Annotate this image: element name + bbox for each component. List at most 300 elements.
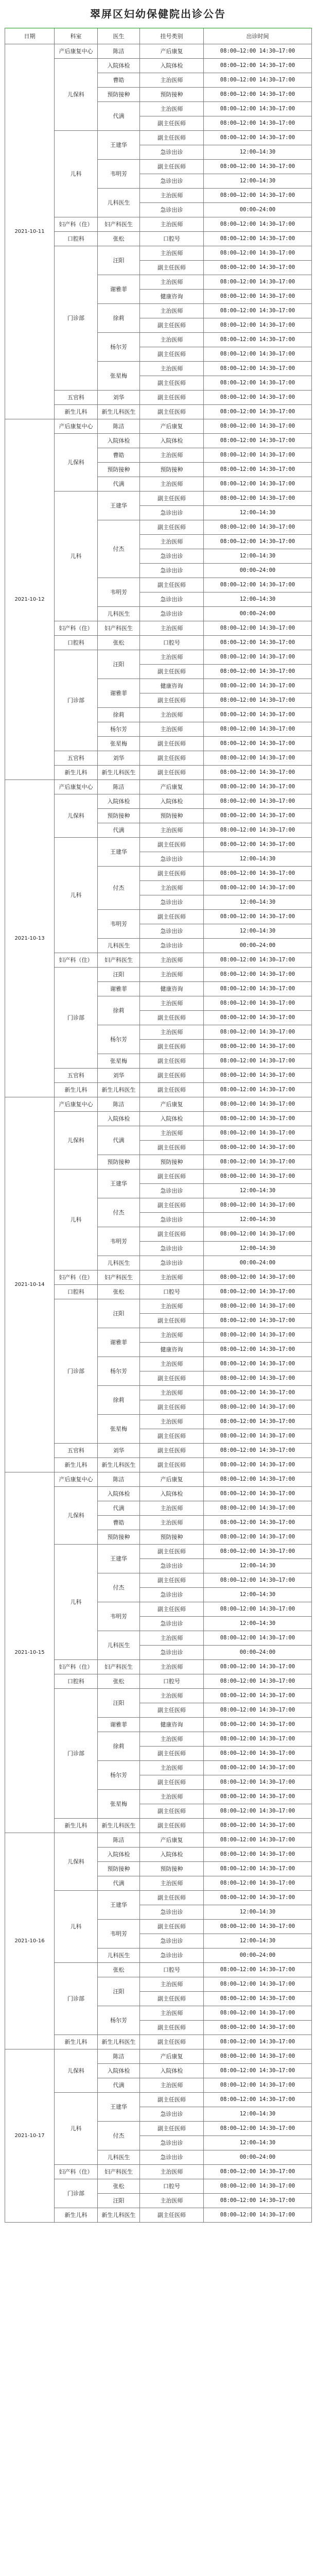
department-cell: 儿科 [55,1545,98,1660]
table-row [5,44,312,59]
clinic-hours-cell: 08:00—12:00 14:30—17:00 [204,347,312,362]
registration-type-cell: 产后康复 [140,419,204,434]
registration-type-cell: 副主任医师 [140,1040,204,1054]
table-header-row [5,28,312,44]
clinic-hours-cell: 08:00—12:00 14:30—17:00 [204,2194,312,2208]
registration-type-cell: 健康咨询 [140,982,204,996]
registration-type-cell: 副主任医师 [140,2208,204,2223]
department-cell: 儿保科 [55,59,98,131]
doctor-cell: 预防接种 [98,88,140,102]
registration-type-cell: 副主任医师 [140,1083,204,1097]
registration-type-cell: 急诊出诊 [140,1213,204,1227]
doctor-cell: 妇产科医生 [98,2165,140,2179]
doctor-cell: 张松 [98,636,140,650]
department-cell: 口腔科 [55,232,98,246]
clinic-hours-cell: 08:00—12:00 14:30—17:00 [204,44,312,59]
clinic-hours-cell: 08:00—12:00 14:30—17:00 [204,809,312,823]
clinic-hours-cell: 08:00—12:00 14:30—17:00 [204,1458,312,1472]
clinic-hours-cell: 08:00—12:00 14:30—17:00 [204,217,312,232]
clinic-hours-cell: 08:00—12:00 14:30—17:00 [204,1040,312,1054]
doctor-cell: 张星梅 [98,737,140,751]
doctor-cell: 儿科医生 [98,939,140,953]
header-department: 科室 [55,28,98,44]
doctor-cell: 王建华 [98,1891,140,1920]
registration-type-cell: 急诊出诊 [140,592,204,607]
registration-type-cell: 副主任医师 [140,1819,204,1833]
clinic-hours-cell: 08:00—12:00 14:30—17:00 [204,953,312,968]
clinic-hours-cell: 08:00—12:00 14:30—17:00 [204,1371,312,1386]
registration-type-cell: 急诊出诊 [140,1256,204,1270]
doctor-cell: 徐莉 [98,996,140,1025]
clinic-hours-cell: 08:00—12:00 14:30—17:00 [204,1357,312,1371]
department-cell: 儿保科 [55,1112,98,1170]
doctor-cell: 妇产科医生 [98,1660,140,1674]
clinic-hours-cell: 08:00—12:00 14:30—17:00 [204,1602,312,1617]
department-cell: 门诊部 [55,650,98,751]
department-cell: 产后康复中心 [55,44,98,59]
clinic-hours-cell: 08:00—12:00 14:30—17:00 [204,1025,312,1040]
clinic-hours-cell: 08:00—12:00 14:30—17:00 [204,102,312,116]
registration-type-cell: 急诊出诊 [140,852,204,867]
clinic-hours-cell: 08:00—12:00 14:30—17:00 [204,2122,312,2136]
registration-type-cell: 预防接种 [140,88,204,102]
department-cell: 门诊部 [55,1689,98,1819]
clinic-hours-cell: 12:00—14:30 [204,1905,312,1920]
doctor-cell: 预防接种 [98,809,140,823]
clinic-hours-cell: 08:00—12:00 14:30—17:00 [204,1328,312,1343]
clinic-hours-cell: 08:00—12:00 14:30—17:00 [204,1487,312,1501]
registration-type-cell: 副主任医师 [140,2093,204,2107]
registration-type-cell: 入院体检 [140,434,204,448]
registration-type-cell: 副主任医师 [140,1804,204,1819]
clinic-hours-cell: 12:00—14:30 [204,145,312,160]
clinic-hours-cell: 08:00—12:00 14:30—17:00 [204,131,312,145]
clinic-hours-cell: 00:00—24:00 [204,203,312,217]
registration-type-cell: 主治医师 [140,1790,204,1804]
doctor-cell: 预防接种 [98,1155,140,1170]
clinic-hours-cell: 08:00—12:00 14:30—17:00 [204,463,312,477]
header-clinic-hours: 出诊时间 [204,28,312,44]
clinic-hours-cell: 08:00—12:00 14:30—17:00 [204,1530,312,1545]
doctor-cell: 妇产科医生 [98,1270,140,1285]
department-cell: 妇产科（住） [55,621,98,636]
registration-type-cell: 急诊出诊 [140,174,204,189]
department-cell: 五官科 [55,1069,98,1083]
department-cell: 产后康复中心 [55,419,98,434]
registration-type-cell: 主治医师 [140,650,204,665]
clinic-hours-cell: 08:00—12:00 14:30—17:00 [204,1054,312,1069]
clinic-hours-cell: 08:00—12:00 14:30—17:00 [204,1790,312,1804]
clinic-hours-cell: 08:00—12:00 14:30—17:00 [204,1862,312,1876]
clinic-hours-cell: 08:00—12:00 14:30—17:00 [204,1819,312,1833]
department-cell: 门诊部 [55,968,98,1069]
doctor-cell: 王建华 [98,492,140,520]
clinic-hours-cell: 08:00—12:00 14:30—17:00 [204,2049,312,2064]
registration-type-cell: 预防接种 [140,809,204,823]
doctor-cell: 新生儿科医生 [98,1083,140,1097]
doctor-cell: 刘华 [98,1069,140,1083]
registration-type-cell: 主治医师 [140,722,204,737]
registration-type-cell: 副主任医师 [140,1545,204,1559]
clinic-hours-cell: 00:00—24:00 [204,1948,312,1963]
clinic-hours-cell: 08:00—12:00 14:30—17:00 [204,665,312,679]
clinic-hours-cell: 08:00—12:00 14:30—17:00 [204,419,312,434]
registration-type-cell: 主治医师 [140,2078,204,2093]
table-row [5,780,312,794]
header-doctor: 医生 [98,28,140,44]
clinic-hours-cell: 08:00—12:00 14:30—17:00 [204,492,312,506]
department-cell: 新生儿科 [55,2035,98,2049]
doctor-cell: 新生儿科医生 [98,2208,140,2223]
doctor-cell: 汪阳 [98,2194,140,2208]
registration-type-cell: 入院体检 [140,59,204,73]
clinic-hours-cell: 08:00—12:00 14:30—17:00 [204,968,312,982]
doctor-cell: 张松 [98,232,140,246]
schedule-body [5,44,312,2223]
clinic-hours-cell: 08:00—12:00 14:30—17:00 [204,2006,312,2021]
doctor-cell: 韦明芳 [98,578,140,607]
department-cell: 儿保科 [55,794,98,838]
registration-type-cell: 副主任医师 [140,838,204,852]
clinic-hours-cell: 12:00—14:30 [204,2107,312,2122]
registration-type-cell: 副主任医师 [140,1429,204,1444]
registration-type-cell: 主治医师 [140,968,204,982]
registration-type-cell: 急诊出诊 [140,607,204,621]
registration-type-cell: 副主任医师 [140,2021,204,2035]
table-row [5,1097,312,1112]
clinic-hours-cell: 08:00—12:00 14:30—17:00 [204,708,312,722]
clinic-hours-cell: 08:00—12:00 14:30—17:00 [204,1343,312,1357]
date-cell: 2021-10-17 [5,2049,55,2223]
department-cell: 妇产科（住） [55,1660,98,1674]
registration-type-cell: 主治医师 [140,333,204,347]
date-cell: 2021-10-11 [5,44,55,419]
registration-type-cell: 主治医师 [140,362,204,376]
doctor-cell: 王建华 [98,131,140,160]
doctor-cell: 张松 [98,1285,140,1299]
clinic-hours-cell: 08:00—12:00 14:30—17:00 [204,1011,312,1025]
clinic-hours-cell: 08:00—12:00 14:30—17:00 [204,1429,312,1444]
clinic-hours-cell: 08:00—12:00 14:30—17:00 [204,1126,312,1141]
registration-type-cell: 副主任医师 [140,1920,204,1934]
doctor-cell: 新生儿科医生 [98,1819,140,1833]
department-cell: 新生儿科 [55,405,98,419]
clinic-hours-cell: 08:00—12:00 14:30—17:00 [204,1069,312,1083]
doctor-cell: 代满 [98,2078,140,2093]
doctor-cell: 代满 [98,823,140,838]
registration-type-cell: 预防接种 [140,1862,204,1876]
department-cell: 儿科 [55,838,98,953]
clinic-hours-cell: 08:00—12:00 14:30—17:00 [204,2035,312,2049]
registration-type-cell: 主治医师 [140,1126,204,1141]
clinic-hours-cell: 08:00—12:00 14:30—17:00 [204,333,312,347]
registration-type-cell: 副主任医师 [140,1992,204,2006]
clinic-hours-cell: 08:00—12:00 14:30—17:00 [204,2208,312,2223]
registration-type-cell: 主治医师 [140,1689,204,1703]
date-cell: 2021-10-14 [5,1097,55,1472]
clinic-hours-cell: 08:00—12:00 14:30—17:00 [204,1992,312,2006]
doctor-cell: 汪阳 [98,1977,140,2006]
department-cell: 五官科 [55,751,98,766]
registration-type-cell: 主治医师 [140,102,204,116]
doctor-cell: 王建华 [98,838,140,867]
doctor-cell: 妇产科医生 [98,621,140,636]
doctor-cell: 入院体检 [98,59,140,73]
clinic-schedule-table [5,28,312,2223]
doctor-cell: 入院体检 [98,1112,140,1126]
department-cell: 口腔科 [55,1674,98,1689]
registration-type-cell: 主治医师 [140,1732,204,1747]
registration-type-cell: 急诊出诊 [140,2107,204,2122]
registration-type-cell: 健康咨询 [140,290,204,304]
registration-type-cell: 急诊出诊 [140,564,204,578]
clinic-hours-cell: 08:00—12:00 14:30—17:00 [204,1775,312,1790]
clinic-hours-cell: 08:00—12:00 14:30—17:00 [204,1285,312,1299]
registration-type-cell: 主治医师 [140,2194,204,2208]
department-cell: 新生儿科 [55,1819,98,1833]
clinic-hours-cell: 08:00—12:00 14:30—17:00 [204,823,312,838]
doctor-cell: 预防接种 [98,463,140,477]
registration-type-cell: 副主任医师 [140,1400,204,1415]
registration-type-cell: 副主任医师 [140,1444,204,1458]
doctor-cell: 儿科医生 [98,189,140,217]
clinic-hours-cell: 08:00—12:00 14:30—17:00 [204,160,312,174]
doctor-cell: 新生儿科医生 [98,2035,140,2049]
doctor-cell: 刘华 [98,751,140,766]
doctor-cell: 陈洁 [98,44,140,59]
doctor-cell: 儿科医生 [98,607,140,621]
clinic-hours-cell: 12:00—14:30 [204,592,312,607]
registration-type-cell: 产后康复 [140,1833,204,1848]
doctor-cell: 汪阳 [98,1689,140,1718]
clinic-hours-cell: 08:00—12:00 14:30—17:00 [204,2064,312,2078]
registration-type-cell: 副主任医师 [140,131,204,145]
clinic-hours-cell: 12:00—14:30 [204,1559,312,1573]
clinic-hours-cell: 08:00—12:00 14:30—17:00 [204,1761,312,1775]
registration-type-cell: 主治医师 [140,189,204,203]
clinic-hours-cell: 08:00—12:00 14:30—17:00 [204,1314,312,1328]
table-row [5,2049,312,2064]
registration-type-cell: 主治医师 [140,621,204,636]
table-row [5,1472,312,1487]
registration-type-cell: 主治医师 [140,2165,204,2179]
doctor-cell: 谢雅菲 [98,982,140,996]
clinic-hours-cell: 00:00—24:00 [204,564,312,578]
clinic-hours-cell: 08:00—12:00 14:30—17:00 [204,2078,312,2093]
doctor-cell: 付杰 [98,2122,140,2150]
registration-type-cell: 急诊出诊 [140,1948,204,1963]
date-cell: 2021-10-16 [5,1833,55,2049]
registration-type-cell: 主治医师 [140,535,204,549]
registration-type-cell: 副主任医师 [140,1054,204,1069]
registration-type-cell: 主治医师 [140,275,204,290]
registration-type-cell: 副主任医师 [140,1227,204,1242]
doctor-cell: 张松 [98,2179,140,2194]
clinic-hours-cell: 08:00—12:00 14:30—17:00 [204,2179,312,2194]
registration-type-cell: 副主任医师 [140,347,204,362]
doctor-cell: 新生儿科医生 [98,405,140,419]
registration-type-cell: 健康咨询 [140,1718,204,1732]
doctor-cell: 张松 [98,1963,140,1977]
department-cell: 门诊部 [55,2179,98,2208]
clinic-hours-cell: 08:00—12:00 14:30—17:00 [204,766,312,780]
registration-type-cell: 口腔号 [140,636,204,650]
clinic-hours-cell: 08:00—12:00 14:30—17:00 [204,477,312,492]
registration-type-cell: 急诊出诊 [140,1934,204,1948]
department-cell: 妇产科（住） [55,953,98,968]
registration-type-cell: 副主任医师 [140,2122,204,2136]
registration-type-cell: 副主任医师 [140,1198,204,1213]
department-cell: 五官科 [55,1444,98,1458]
registration-type-cell: 健康咨询 [140,679,204,693]
department-cell: 门诊部 [55,1299,98,1444]
clinic-hours-cell: 08:00—12:00 14:30—17:00 [204,1155,312,1170]
clinic-hours-cell: 08:00—12:00 14:30—17:00 [204,1170,312,1184]
department-cell: 妇产科（住） [55,217,98,232]
registration-type-cell: 主治医师 [140,1876,204,1891]
clinic-hours-cell: 08:00—12:00 14:30—17:00 [204,1227,312,1242]
clinic-hours-cell: 08:00—12:00 14:30—17:00 [204,1631,312,1646]
doctor-cell: 入院体检 [98,1848,140,1862]
clinic-hours-cell: 08:00—12:00 14:30—17:00 [204,996,312,1011]
department-cell: 新生儿科 [55,766,98,780]
doctor-cell: 儿科医生 [98,1256,140,1270]
doctor-cell: 韦明芳 [98,1602,140,1631]
doctor-cell: 韦明芳 [98,910,140,939]
clinic-hours-cell: 08:00—12:00 14:30—17:00 [204,290,312,304]
registration-type-cell: 预防接种 [140,1155,204,1170]
registration-type-cell: 急诊出诊 [140,1242,204,1256]
doctor-cell: 杨尔芳 [98,1025,140,1054]
clinic-hours-cell: 08:00—12:00 14:30—17:00 [204,318,312,333]
registration-type-cell: 急诊出诊 [140,1184,204,1198]
clinic-hours-cell: 08:00—12:00 14:30—17:00 [204,1270,312,1285]
registration-type-cell: 主治医师 [140,953,204,968]
doctor-cell: 杨尔芳 [98,2006,140,2035]
doctor-cell: 付杰 [98,1573,140,1602]
doctor-cell: 谢雅菲 [98,1718,140,1732]
registration-type-cell: 主治医师 [140,1501,204,1516]
registration-type-cell: 主治医师 [140,1660,204,1674]
clinic-hours-cell: 08:00—12:00 14:30—17:00 [204,1747,312,1761]
doctor-cell: 徐莉 [98,1732,140,1761]
registration-type-cell: 主治医师 [140,1977,204,1992]
clinic-hours-cell: 12:00—14:30 [204,1588,312,1602]
doctor-cell: 汪阳 [98,968,140,982]
registration-type-cell: 急诊出诊 [140,506,204,520]
doctor-cell: 谢雅菲 [98,1328,140,1357]
registration-type-cell: 副主任医师 [140,1011,204,1025]
doctor-cell: 王建华 [98,1545,140,1573]
registration-type-cell: 主治医师 [140,996,204,1011]
clinic-hours-cell: 08:00—12:00 14:30—17:00 [204,261,312,275]
doctor-cell: 入院体检 [98,434,140,448]
clinic-hours-cell: 12:00—14:30 [204,1213,312,1227]
registration-type-cell: 主治医师 [140,2006,204,2021]
clinic-hours-cell: 08:00—12:00 14:30—17:00 [204,1977,312,1992]
clinic-hours-cell: 08:00—12:00 14:30—17:00 [204,376,312,391]
registration-type-cell: 副主任医师 [140,1141,204,1155]
registration-type-cell: 口腔号 [140,1285,204,1299]
clinic-hours-cell: 12:00—14:30 [204,549,312,564]
registration-type-cell: 副主任医师 [140,867,204,881]
registration-type-cell: 副主任医师 [140,1371,204,1386]
header-date: 日期 [5,28,55,44]
registration-type-cell: 副主任医师 [140,376,204,391]
registration-type-cell: 主治医师 [140,881,204,895]
clinic-hours-cell: 08:00—12:00 14:30—17:00 [204,1097,312,1112]
doctor-cell: 预防接种 [98,1530,140,1545]
clinic-hours-cell: 00:00—24:00 [204,939,312,953]
registration-type-cell: 副主任医师 [140,1069,204,1083]
clinic-hours-cell: 00:00—24:00 [204,1256,312,1270]
date-cell: 2021-10-15 [5,1472,55,1833]
clinic-hours-cell: 08:00—12:00 14:30—17:00 [204,794,312,809]
clinic-hours-cell: 08:00—12:00 14:30—17:00 [204,1674,312,1689]
registration-type-cell: 主治医师 [140,1270,204,1285]
registration-type-cell: 主治医师 [140,246,204,261]
doctor-cell: 入院体检 [98,2064,140,2078]
doctor-cell: 张星梅 [98,1415,140,1444]
department-cell: 产后康复中心 [55,780,98,794]
clinic-hours-cell: 08:00—12:00 14:30—17:00 [204,867,312,881]
registration-type-cell: 副主任医师 [140,578,204,592]
registration-type-cell: 急诊出诊 [140,145,204,160]
department-cell: 门诊部 [55,246,98,391]
registration-type-cell: 副主任医师 [140,910,204,924]
department-cell: 新生儿科 [55,1083,98,1097]
department-cell: 儿科 [55,1891,98,1963]
clinic-hours-cell: 08:00—12:00 14:30—17:00 [204,405,312,419]
registration-type-cell: 入院体检 [140,1848,204,1862]
registration-type-cell: 急诊出诊 [140,2136,204,2150]
department-cell: 儿保科 [55,1833,98,1891]
clinic-hours-cell: 12:00—14:30 [204,2136,312,2150]
table-row [5,1833,312,1848]
registration-type-cell: 预防接种 [140,1530,204,1545]
date-cell: 2021-10-13 [5,780,55,1097]
doctor-cell: 付杰 [98,520,140,578]
registration-type-cell: 副主任医师 [140,492,204,506]
doctor-cell: 付杰 [98,1198,140,1227]
clinic-hours-cell: 08:00—12:00 14:30—17:00 [204,73,312,88]
clinic-hours-cell: 08:00—12:00 14:30—17:00 [204,2165,312,2179]
registration-type-cell: 口腔号 [140,1674,204,1689]
registration-type-cell: 主治医师 [140,1631,204,1646]
registration-type-cell: 副主任医师 [140,1703,204,1718]
registration-type-cell: 主治医师 [140,1328,204,1343]
doctor-cell: 杨尔芳 [98,722,140,737]
doctor-cell: 刘华 [98,391,140,405]
registration-type-cell: 预防接种 [140,463,204,477]
doctor-cell: 韦明芳 [98,1227,140,1256]
registration-type-cell: 急诊出诊 [140,924,204,939]
clinic-hours-cell: 08:00—12:00 14:30—17:00 [204,737,312,751]
doctor-cell: 张星梅 [98,1790,140,1819]
registration-type-cell: 口腔号 [140,232,204,246]
clinic-hours-cell: 00:00—24:00 [204,2150,312,2165]
department-cell: 新生儿科 [55,1458,98,1472]
department-cell: 儿保科 [55,2049,98,2093]
registration-type-cell: 急诊出诊 [140,203,204,217]
clinic-hours-cell: 12:00—14:30 [204,506,312,520]
registration-type-cell: 急诊出诊 [140,1646,204,1660]
doctor-cell: 陈洁 [98,1472,140,1487]
clinic-hours-cell: 08:00—12:00 14:30—17:00 [204,1920,312,1934]
doctor-cell: 儿科医生 [98,2150,140,2165]
clinic-hours-cell: 08:00—12:00 14:30—17:00 [204,2021,312,2035]
doctor-cell: 谢雅菲 [98,679,140,708]
